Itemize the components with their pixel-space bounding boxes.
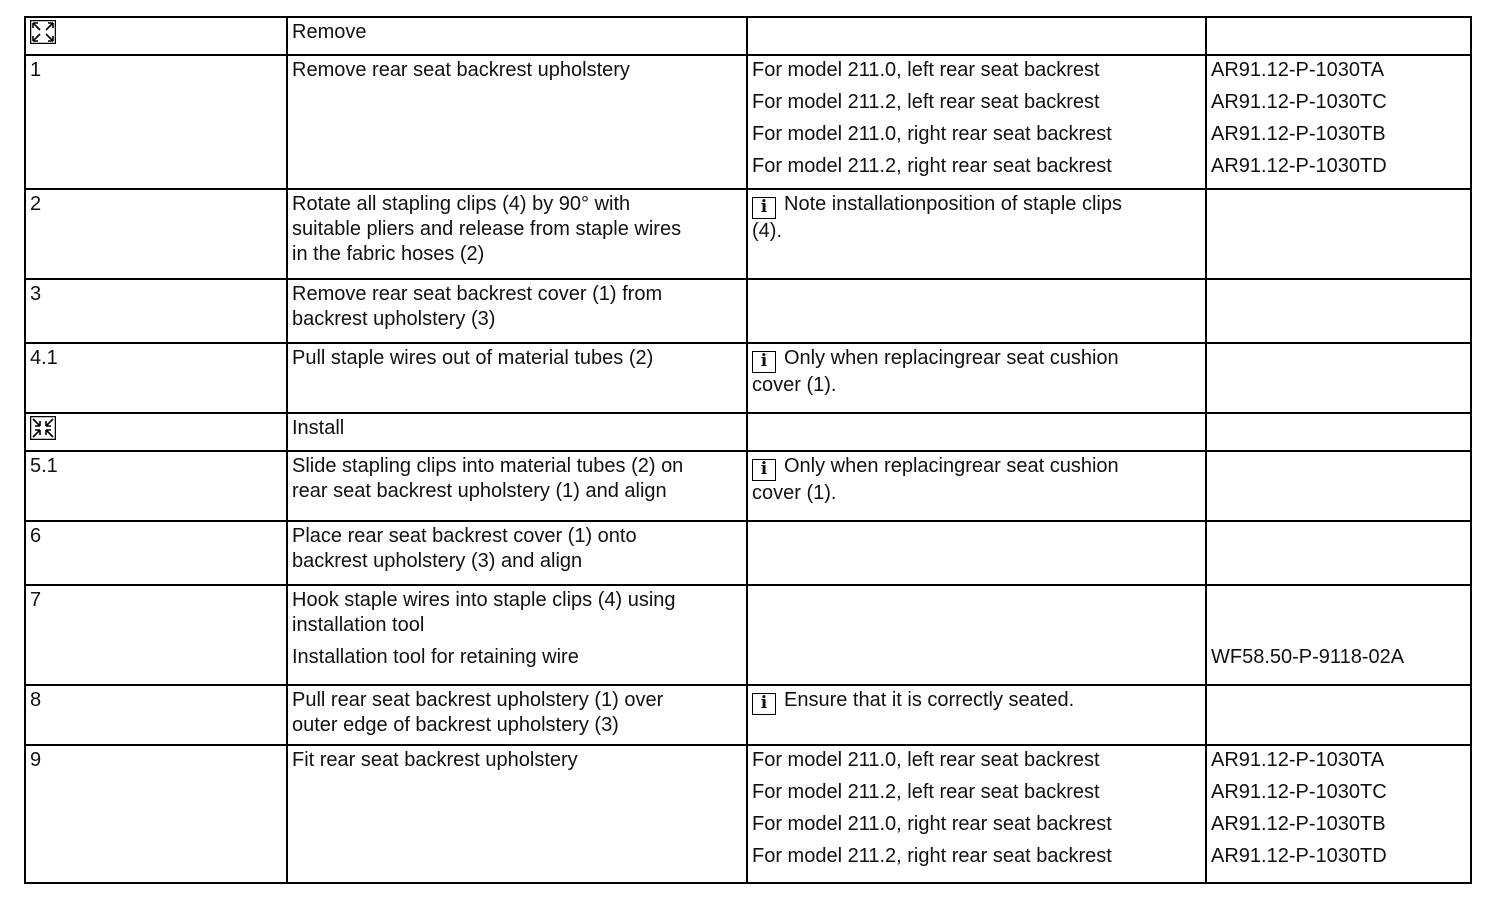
tool-name: Installation tool for retaining wire [292,646,579,668]
info-icon: i [752,197,776,219]
info-note: i Only when replacingrear seat cushion cover (1). [747,343,1206,413]
document-link[interactable]: AR91.12-P-1030TA [1211,749,1385,771]
table-row [25,279,1471,343]
collapse-arrows-icon [30,416,56,440]
table-row [25,343,1471,413]
model-note: For model 211.0, left rear seat backrest [752,59,1100,81]
document-link[interactable]: AR91.12-P-1030TA [1211,59,1385,81]
model-note: For model 211.0, left rear seat backrest [752,749,1100,771]
table-row [25,55,1471,189]
document-links [1206,745,1471,883]
expand-arrows-icon [30,20,56,44]
info-note: i Note installationposition of staple clips (4). [747,189,1206,279]
document-link[interactable]: AR91.12-P-1030TC [1211,781,1387,803]
step-text: Pull staple wires out of material tubes (2) [287,343,747,413]
info-note: i Ensure that it is correctly seated. [747,685,1206,745]
document-link[interactable]: AR91.12-P-1030TC [1211,91,1387,113]
step-number: 6 [25,521,287,585]
step-number: 7 [25,585,287,685]
step-text: Pull rear seat backrest upholstery (1) over outer edge of backrest upholstery (3) [287,685,747,745]
info-icon: i [752,693,776,715]
document-links [1206,585,1471,685]
info-icon: i [752,459,776,481]
reference-notes [747,55,1206,189]
model-note: For model 211.2, right rear seat backrest [752,845,1112,867]
step-text: Hook staple wires into staple clips (4) using installation tool Installation tool for retaining wire [287,585,747,685]
step-number: 4.1 [25,343,287,413]
model-note: For model 211.2, left rear seat backrest [752,781,1100,803]
step-number: 8 [25,685,287,745]
document-link[interactable]: AR91.12-P-1030TB [1211,813,1386,835]
document-link[interactable]: AR91.12-P-1030TD [1211,845,1387,867]
document-link[interactable]: AR91.12-P-1030TB [1211,123,1386,145]
model-note: For model 211.2, left rear seat backrest [752,91,1100,113]
step-number: 5.1 [25,451,287,521]
table-row [25,521,1471,585]
step-text: Slide stapling clips into material tubes (2) on rear seat backrest upholstery (1) and align [287,451,747,521]
step-text: Place rear seat backrest cover (1) onto backrest upholstery (3) and align [287,521,747,585]
model-note: For model 211.0, right rear seat backrest [752,813,1112,835]
section-install-row [25,413,1471,451]
table-row [25,685,1471,745]
section-label: Remove [287,17,747,55]
model-note: For model 211.0, right rear seat backrest [752,123,1112,145]
table-row [25,189,1471,279]
document-link[interactable]: AR91.12-P-1030TD [1211,155,1387,177]
section-label: Install [287,413,747,451]
step-number: 2 [25,189,287,279]
step-number: 9 [25,745,287,883]
section-icon-cell [25,413,287,451]
procedure-table [24,16,1472,884]
step-text: Remove rear seat backrest upholstery [287,55,747,189]
step-text: Rotate all stapling clips (4) by 90° with suitable pliers and release from staple wires in the fabric hoses (2) [287,189,747,279]
document-links [1206,55,1471,189]
step-text: Remove rear seat backrest cover (1) from backrest upholstery (3) [287,279,747,343]
step-number: 3 [25,279,287,343]
info-note: i Only when replacingrear seat cushion cover (1). [747,451,1206,521]
info-icon: i [752,351,776,373]
reference-notes [747,745,1206,883]
model-note: For model 211.2, right rear seat backrest [752,155,1112,177]
document-link[interactable]: WF58.50-P-9118-02A [1211,646,1405,668]
section-remove-row [25,17,1471,55]
table-row [25,585,1471,685]
table-row [25,451,1471,521]
section-icon-cell [25,17,287,55]
table-row [25,745,1471,883]
step-number: 1 [25,55,287,189]
step-text: Fit rear seat backrest upholstery [287,745,747,883]
